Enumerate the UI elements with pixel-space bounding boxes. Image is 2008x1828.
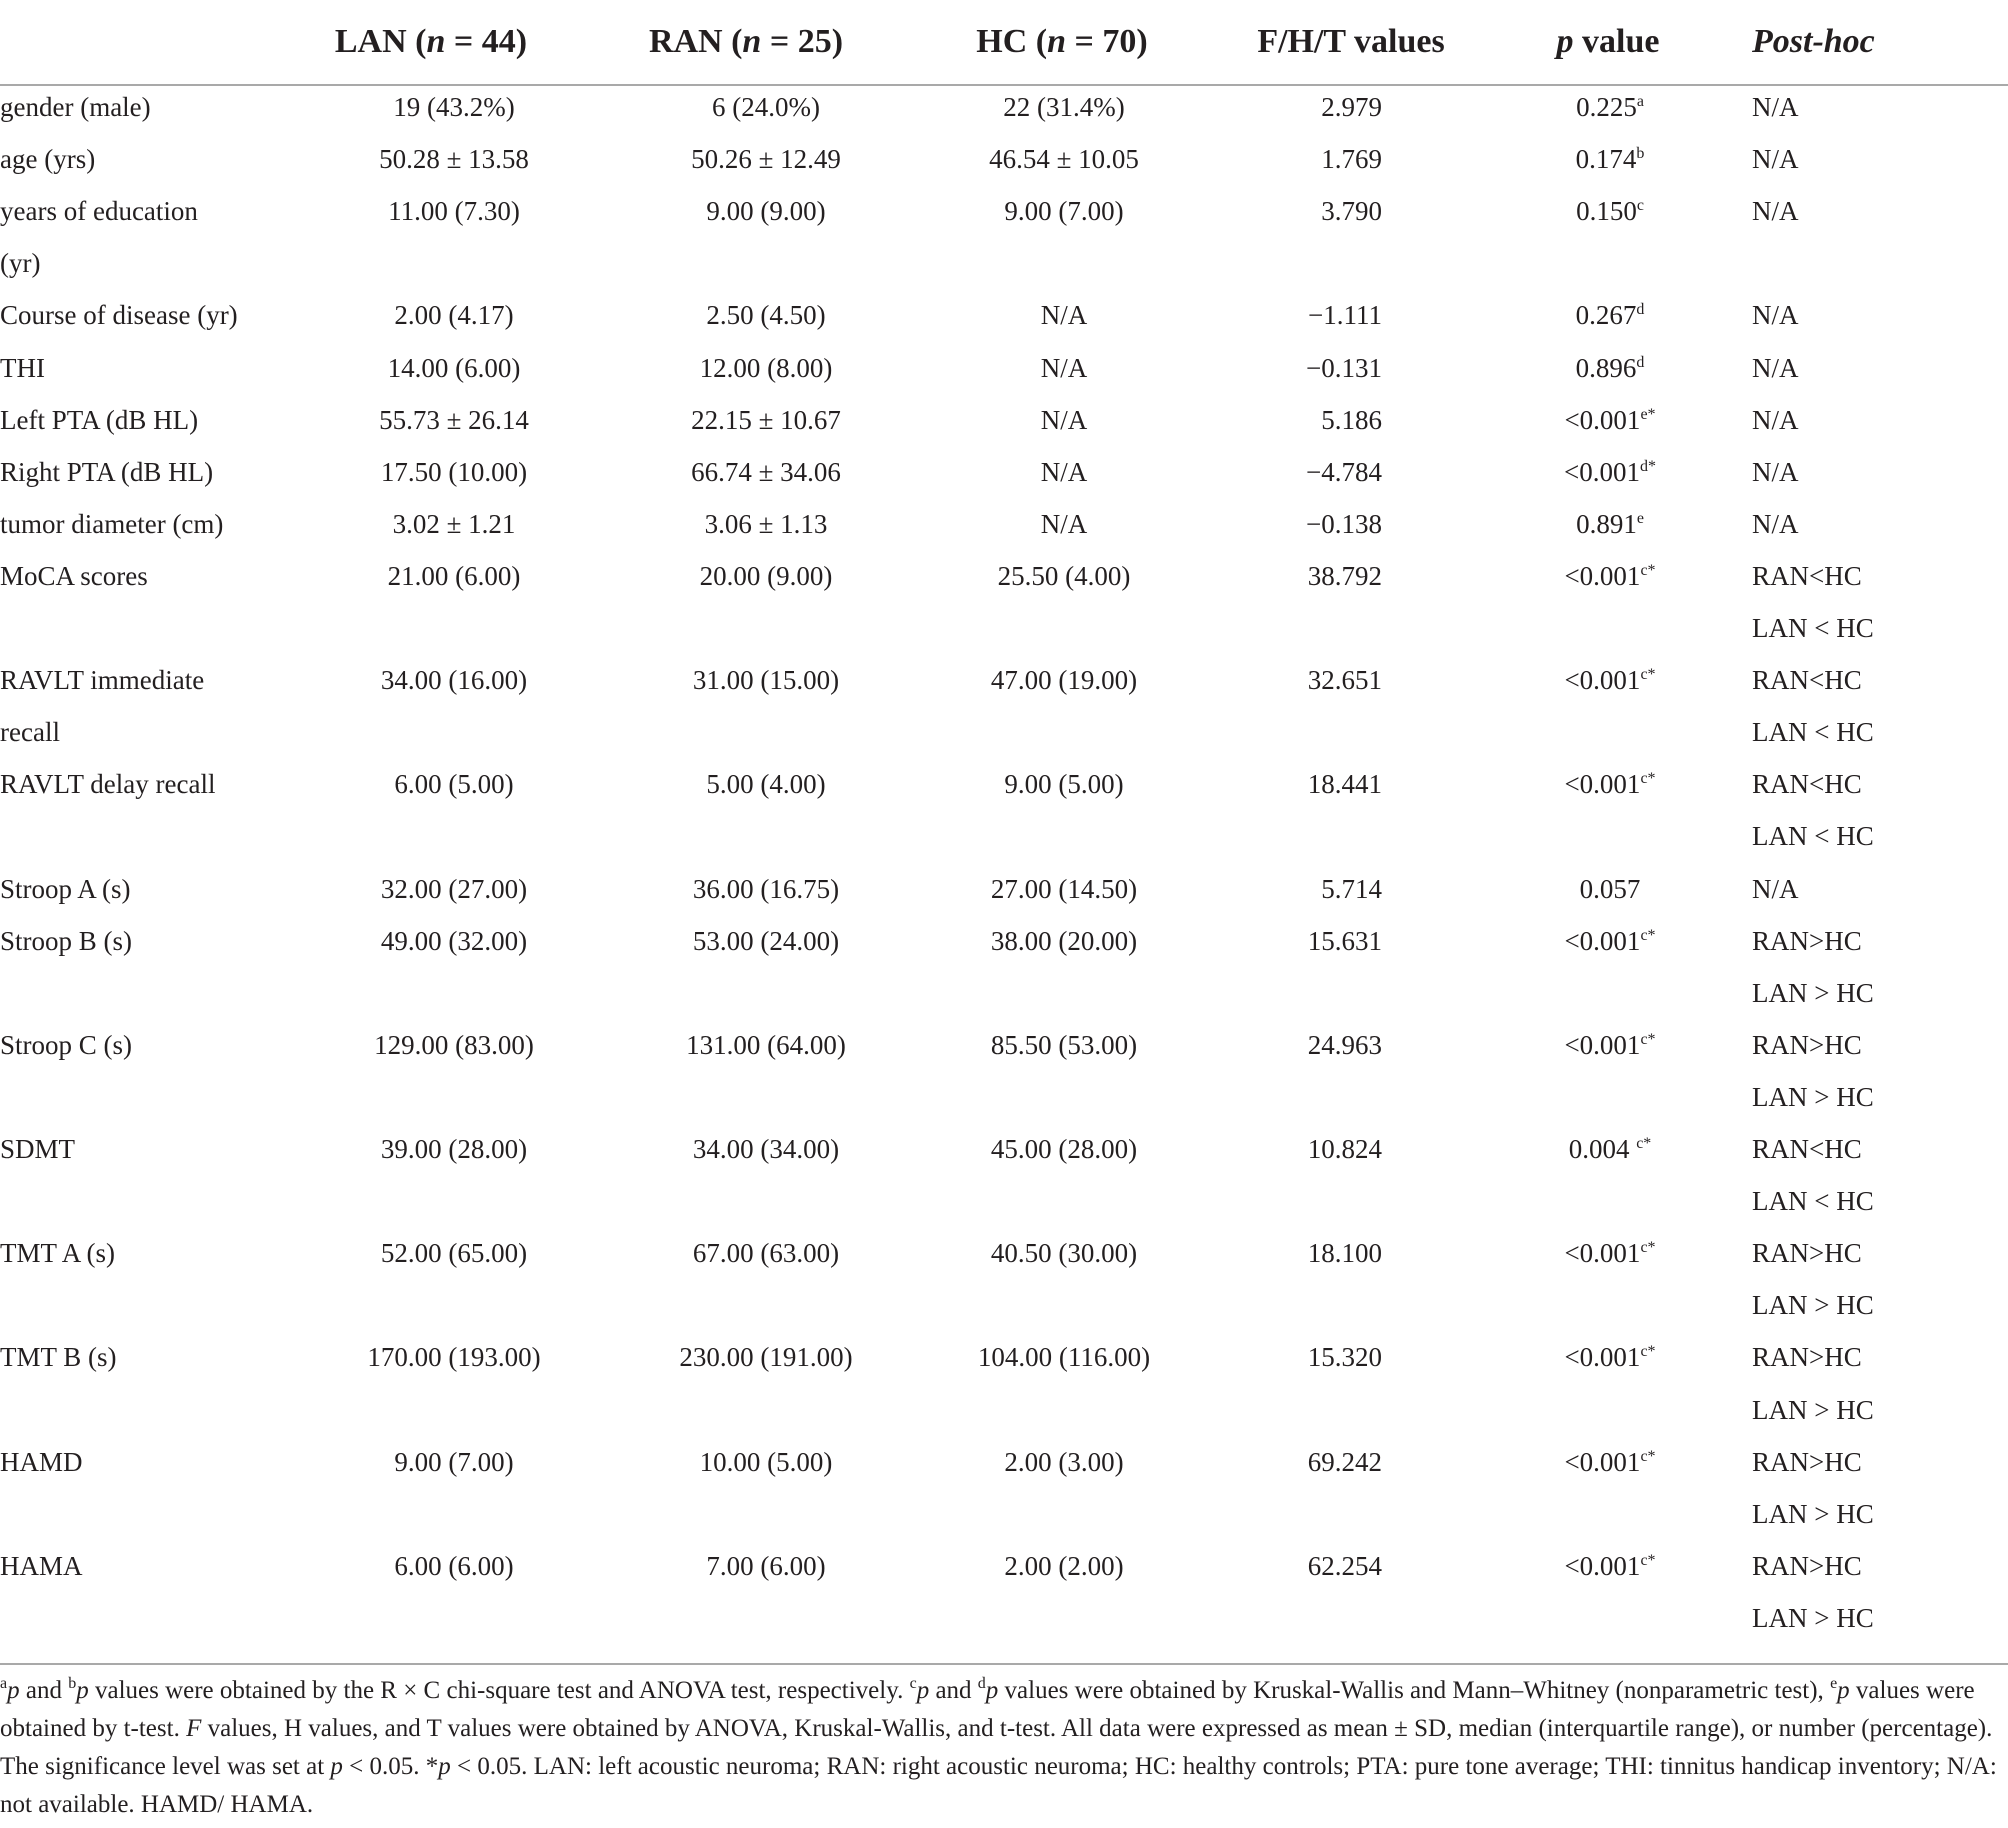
col-header-posthoc: Post-hoc <box>1752 23 1875 60</box>
row-label: years of education <box>0 196 198 227</box>
ran-value: 53.00 (24.00) <box>692 925 840 956</box>
footnote-segment: and <box>929 1677 978 1704</box>
table-row <box>0 133 2008 185</box>
table-row <box>0 237 2008 289</box>
lan-value: 11.00 (7.30) <box>388 196 520 227</box>
p-value-superscript: c* <box>1640 770 1656 788</box>
posthoc-value: RAN<HC <box>1752 560 1862 591</box>
row-label: recall <box>0 717 60 748</box>
ran-value: 3.06 ± 1.13 <box>704 508 828 539</box>
p-value: 0.225$^a$ <box>1576 92 1644 122</box>
hc-value: N/A <box>1040 352 1088 383</box>
footnote-segment: p <box>438 1753 451 1780</box>
footnote-rule <box>0 1663 2008 1665</box>
footnote-segment: < 0.05. LAN: left acoustic neuroma; RAN: right acoustic neuroma; HC: healthy controls; PTA: pure tone average; THI: tinnitus handicap inventory; N/A: not available. HAMD/ HAMA. <box>0 1753 1997 1818</box>
hc-value: 38.00 (20.00) <box>990 925 1138 956</box>
fht-value: 18.441 <box>1307 769 1382 800</box>
p-value: $<0.001^{c*}$ <box>1564 1238 1656 1269</box>
hc-value: 2.00 (2.00) <box>1004 1550 1124 1581</box>
row-label: MoCA scores <box>0 560 148 591</box>
hc-value: 25.50 (4.00) <box>997 560 1131 591</box>
p-value: $<0.001^{d*}$ <box>1564 456 1656 487</box>
p-value-superscript: c <box>1636 197 1644 215</box>
posthoc-value: N/A <box>1752 508 1799 539</box>
table-row <box>0 1331 2008 1383</box>
lan-value: 9.00 (7.00) <box>394 1446 514 1477</box>
table-header <box>0 0 2008 86</box>
table-row <box>0 863 2008 915</box>
row-label: SDMT <box>0 1134 76 1164</box>
lan-value: 6.00 (5.00) <box>394 769 514 800</box>
lan-value: 49.00 (32.00) <box>380 925 528 956</box>
posthoc-value: LAN > HC <box>1752 1498 1874 1529</box>
fht-value: 38.792 <box>1307 560 1382 591</box>
footnote-segment: and <box>19 1677 69 1704</box>
ran-value: 36.00 (16.75) <box>692 873 840 904</box>
fht-value: 5.186 <box>1321 404 1382 435</box>
ran-value: 5.00 (4.00) <box>706 769 826 800</box>
row-label: RAVLT immediate <box>0 665 205 696</box>
row-label: HAMD <box>0 1446 83 1477</box>
posthoc-value: RAN>HC <box>1752 1029 1862 1060</box>
posthoc-value: N/A <box>1752 456 1799 487</box>
fht-value: −1.111 <box>1308 300 1382 331</box>
posthoc-value: N/A <box>1752 404 1799 435</box>
hc-value: N/A <box>1040 300 1088 331</box>
row-label: TMT A (s) <box>0 1238 116 1269</box>
ran-value: 22.15 ± 10.67 <box>691 404 841 435</box>
posthoc-value: LAN > HC <box>1752 1290 1874 1321</box>
posthoc-value: RAN>HC <box>1752 1342 1862 1373</box>
hc-value: N/A <box>1040 508 1088 539</box>
lan-value: 170.00 (193.00) <box>367 1342 541 1373</box>
hc-value: 9.00 (5.00) <box>1004 769 1124 800</box>
footnote-segment: b <box>68 1675 77 1692</box>
row-label: gender (male) <box>0 92 151 122</box>
hc-value: 104.00 (116.00) <box>977 1342 1151 1373</box>
table-row <box>0 185 2008 237</box>
fht-value: 15.320 <box>1307 1342 1382 1373</box>
table-row <box>0 1227 2008 1279</box>
table-row <box>0 1488 2008 1540</box>
posthoc-value: LAN > HC <box>1752 1602 1874 1633</box>
posthoc-value: RAN>HC <box>1752 1550 1862 1581</box>
fht-value: 15.631 <box>1307 925 1382 956</box>
hc-value: 45.00 (28.00) <box>990 1134 1138 1164</box>
p-value: $<0.001^{c*}$ <box>1564 1029 1656 1060</box>
footnote-segment: p <box>330 1753 343 1780</box>
posthoc-value: RAN>HC <box>1752 1446 1862 1477</box>
p-value-superscript: c* <box>1640 926 1656 944</box>
posthoc-value: N/A <box>1752 144 1799 175</box>
posthoc-value: LAN > HC <box>1752 977 1874 1008</box>
p-value: $<0.001^{c*}$ <box>1564 1446 1656 1477</box>
col-header-p-value: p value <box>1556 23 1660 60</box>
posthoc-value: LAN < HC <box>1752 821 1874 852</box>
p-value-superscript: e <box>1636 509 1644 527</box>
posthoc-value: RAN>HC <box>1752 1238 1862 1269</box>
p-value: 0.267$^d$ <box>1575 300 1645 331</box>
p-value-superscript: c* <box>1640 1239 1656 1257</box>
lan-value: 21.00 (6.00) <box>387 560 521 591</box>
posthoc-value: LAN < HC <box>1752 717 1874 748</box>
footnote-segment: values were obtained by t-test. <box>0 1677 1975 1742</box>
lan-value: 39.00 (28.00) <box>380 1134 528 1164</box>
ran-value: 34.00 (34.00) <box>692 1134 840 1164</box>
hc-value: 47.00 (19.00) <box>990 665 1138 696</box>
row-label: Right PTA (dB HL) <box>0 456 214 487</box>
lan-value: 3.02 ± 1.21 <box>392 508 516 539</box>
posthoc-value: N/A <box>1752 873 1799 904</box>
footnote-segment: c <box>909 1675 917 1692</box>
table-row <box>0 602 2008 654</box>
p-value: 0.891e <box>1576 508 1644 539</box>
row-label: HAMA <box>0 1550 83 1581</box>
ran-value: 12.00 (8.00) <box>699 352 833 383</box>
table-row <box>0 394 2008 446</box>
table-row <box>0 1175 2008 1227</box>
p-value-superscript: c* <box>1640 1030 1656 1048</box>
hc-value: N/A <box>1040 404 1088 435</box>
table-row <box>0 1540 2008 1592</box>
ran-value: 67.00 (63.00) <box>692 1238 840 1269</box>
table-row <box>0 1019 2008 1071</box>
lan-value: 2.00 (4.17) <box>394 300 514 331</box>
ran-value: 31.00 (15.00) <box>692 665 840 696</box>
table-row <box>0 1592 2008 1644</box>
col-header-fht: F/H/T values <box>1257 23 1445 60</box>
p-value-superscript: d <box>1636 353 1645 371</box>
lan-value: 14.00 (6.00) <box>387 352 521 383</box>
fht-value: 1.769 <box>1321 144 1382 175</box>
lan-value: 32.00 (27.00) <box>380 873 528 904</box>
hc-value: 27.00 (14.50) <box>990 873 1138 904</box>
footnote-segment: p <box>916 1677 930 1704</box>
footnote-segment: p <box>985 1677 999 1704</box>
p-value-superscript: c* <box>1636 1135 1652 1152</box>
p-value: $<0.001^{c*}$ <box>1564 1550 1656 1581</box>
lan-value: 55.73 ± 26.14 <box>379 404 529 435</box>
ran-value: 2.50 (4.50) <box>706 300 826 331</box>
p-value: $<0.001^{c*}$ <box>1564 560 1656 591</box>
row-label: THI <box>0 352 45 383</box>
lan-value: 52.00 (65.00) <box>380 1238 528 1269</box>
table-row <box>0 967 2008 1019</box>
p-value-superscript: d <box>1636 301 1645 319</box>
row-label: RAVLT delay recall <box>0 769 216 800</box>
table-row <box>0 1071 2008 1123</box>
table-row <box>0 1279 2008 1331</box>
table-row <box>0 654 2008 706</box>
col-header-lan: LAN (n = 44) <box>334 23 528 60</box>
hc-value: N/A <box>1040 456 1088 487</box>
ran-value: 50.26 ± 12.49 <box>691 144 841 175</box>
fht-value: −0.138 <box>1306 508 1382 539</box>
row-label: TMT B (s) <box>0 1342 117 1373</box>
row-label: Stroop B (s) <box>0 925 133 956</box>
table-row <box>0 758 2008 810</box>
ran-value: 6 (24.0%) <box>712 92 820 122</box>
table-row <box>0 550 2008 602</box>
lan-value: 129.00 (83.00) <box>374 1029 534 1060</box>
row-label: Course of disease (yr) <box>0 300 238 331</box>
p-value: $<0.001^{e*}$ <box>1564 404 1656 435</box>
table-row <box>0 1384 2008 1436</box>
hc-value: 2.00 (3.00) <box>1004 1446 1124 1477</box>
table-row <box>0 289 2008 341</box>
posthoc-value: RAN<HC <box>1752 1134 1862 1164</box>
p-value-superscript: c* <box>1640 1551 1656 1569</box>
p-value: 0.004 $^{c*}$ <box>1568 1134 1652 1164</box>
table-row <box>0 1436 2008 1488</box>
row-label: age (yrs) <box>0 144 96 175</box>
ran-value: 10.00 (5.00) <box>699 1446 833 1477</box>
fht-value: 24.963 <box>1307 1029 1382 1060</box>
posthoc-value: N/A <box>1752 352 1799 383</box>
lan-value: 50.28 ± 13.58 <box>379 144 529 175</box>
p-value: 0.896$^d$ <box>1575 352 1645 383</box>
ran-value: 9.00 (9.00) <box>706 196 826 227</box>
p-value: $<0.001^{c*}$ <box>1564 925 1656 956</box>
table-row <box>0 81 2008 133</box>
p-value-superscript: c* <box>1640 561 1656 579</box>
hc-value: 46.54 ± 10.05 <box>989 144 1139 175</box>
ran-value: 7.00 (6.00) <box>706 1550 826 1581</box>
fht-value: 5.714 <box>1321 873 1382 904</box>
ran-value: 66.74 ± 34.06 <box>691 456 841 487</box>
row-label: Stroop C (s) <box>0 1029 133 1060</box>
posthoc-value: RAN>HC <box>1752 925 1862 956</box>
ran-value: 131.00 (64.00) <box>686 1029 846 1060</box>
p-value: $<0.001^{c*}$ <box>1564 1342 1656 1373</box>
hc-value: 85.50 (53.00) <box>990 1029 1138 1060</box>
posthoc-value: RAN<HC <box>1752 665 1862 696</box>
fht-value: 10.824 <box>1307 1134 1382 1164</box>
table-row <box>0 498 2008 550</box>
fht-value: 3.790 <box>1321 196 1382 227</box>
table-row <box>0 1123 2008 1175</box>
row-label: (yr) <box>0 248 41 279</box>
fht-value: 18.100 <box>1307 1238 1382 1269</box>
table-row <box>0 915 2008 967</box>
p-value-superscript: c* <box>1640 666 1656 684</box>
ran-value: 230.00 (191.00) <box>679 1342 853 1373</box>
footnote-segment: p <box>1837 1677 1850 1704</box>
footnote <box>0 1672 2000 1824</box>
p-value: 0.057 <box>1579 873 1641 904</box>
p-value-superscript: b <box>1636 145 1645 163</box>
p-value-superscript: e* <box>1640 405 1656 423</box>
posthoc-value: N/A <box>1752 300 1799 331</box>
footnote-segment: p <box>7 1677 20 1704</box>
p-value-superscript: a <box>1636 93 1644 110</box>
footnote-segment: p <box>76 1677 89 1704</box>
hc-value: 22 (31.4%) <box>1003 92 1125 122</box>
fht-value: −0.131 <box>1306 352 1382 383</box>
col-header-hc: HC (n = 70) <box>976 23 1148 60</box>
p-value: 0.150$^c$ <box>1576 196 1644 227</box>
lan-value: 17.50 (10.00) <box>380 456 528 487</box>
table-row <box>0 706 2008 758</box>
p-value: 0.174$^b$ <box>1575 144 1645 175</box>
lan-value: 34.00 (16.00) <box>380 665 528 696</box>
footnote-segment: F <box>186 1715 202 1742</box>
hc-value: 40.50 (30.00) <box>990 1238 1138 1269</box>
footnote-segment: a <box>0 1675 8 1692</box>
lan-value: 19 (43.2%) <box>393 92 515 122</box>
table-row <box>0 446 2008 498</box>
row-label: Left PTA (dB HL) <box>0 404 199 435</box>
footnote-segment: d <box>977 1675 986 1692</box>
p-value: $<0.001^{c*}$ <box>1564 665 1656 696</box>
footnote-segment: < 0.05. * <box>342 1753 439 1780</box>
table-row <box>0 810 2008 862</box>
footnote-segment: values were obtained by the R × C chi-square test and ANOVA test, respectively. <box>88 1677 910 1704</box>
p-value-superscript: c* <box>1640 1343 1656 1361</box>
row-label: Stroop A (s) <box>0 873 131 904</box>
table-row <box>0 342 2008 394</box>
footnote-segment: e <box>1830 1675 1838 1692</box>
col-header-ran: RAN (n = 25) <box>648 23 844 60</box>
hc-value: 9.00 (7.00) <box>1004 196 1124 227</box>
ran-value: 20.00 (9.00) <box>699 560 833 591</box>
posthoc-value: N/A <box>1752 92 1799 122</box>
p-value: $<0.001^{c*}$ <box>1564 769 1656 800</box>
fht-value: 32.651 <box>1307 665 1382 696</box>
posthoc-value: RAN<HC <box>1752 769 1862 800</box>
posthoc-value: LAN < HC <box>1752 1186 1874 1217</box>
fht-value: 69.242 <box>1307 1446 1382 1477</box>
posthoc-value: LAN < HC <box>1752 613 1874 643</box>
posthoc-value: LAN > HC <box>1752 1394 1874 1425</box>
footnote-segment: values, H values, and T values were obtained by ANOVA, Kruskal-Wallis, and t-test. All data were expressed as mean ± SD, median (interquartile range), or number (percentage). The significance level was set at <box>0 1715 1993 1780</box>
posthoc-value: LAN > HC <box>1752 1081 1874 1112</box>
fht-value: 2.979 <box>1321 92 1382 122</box>
p-value-superscript: c* <box>1640 1447 1656 1465</box>
lan-value: 6.00 (6.00) <box>394 1550 514 1581</box>
row-label: tumor diameter (cm) <box>0 508 224 539</box>
footnote-segment: values were obtained by Kruskal-Wallis and Mann–Whitney (nonparametric test), <box>998 1677 1831 1704</box>
p-value-superscript: d* <box>1639 457 1656 475</box>
fht-value: −4.784 <box>1306 456 1382 487</box>
fht-value: 62.254 <box>1307 1550 1382 1581</box>
posthoc-value: N/A <box>1752 196 1799 227</box>
